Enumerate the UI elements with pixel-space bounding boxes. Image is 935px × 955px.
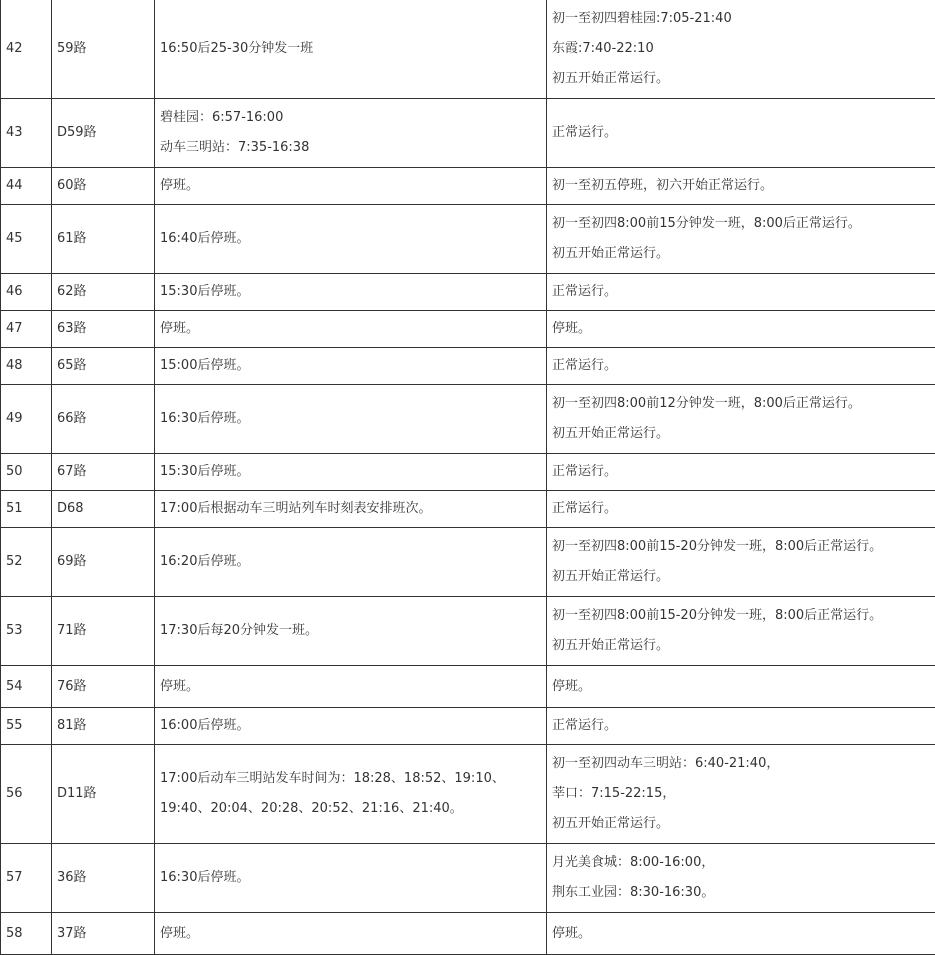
spring-festival-schedule-cell (547, 597, 935, 666)
spring-festival-schedule-cell (547, 385, 935, 454)
spring-festival-schedule-cell (547, 0, 935, 99)
row-number-cell: 50 (1, 454, 52, 491)
row-number-cell: 47 (1, 311, 52, 348)
schedule-line: 动车三明站：7:35-16:38 (160, 133, 546, 163)
spring-festival-schedule-cell (547, 348, 935, 385)
route-name-cell: D59路 (52, 99, 155, 168)
table-row (1, 385, 935, 454)
schedule-line: 正常运行。 (552, 718, 617, 733)
schedule-line: 正常运行。 (552, 125, 617, 140)
schedule-line: 停班。 (552, 321, 591, 336)
spring-festival-schedule-cell (547, 666, 935, 708)
schedule-line: 停班。 (160, 178, 199, 193)
table-row (1, 597, 935, 666)
row-number-cell: 57 (1, 844, 52, 913)
table-row (1, 348, 935, 385)
schedule-line: 初一至初四8:00前15-20分钟发一班，8:00后正常运行。 (552, 601, 935, 631)
row-number-cell: 42 (1, 0, 52, 99)
schedule-line: 碧桂园：6:57-16:00 (160, 103, 546, 133)
schedule-line: 初五开始正常运行。 (552, 419, 935, 449)
new-year-eve-schedule-cell (155, 666, 547, 708)
table-row (1, 844, 935, 913)
new-year-eve-schedule-cell (155, 454, 547, 491)
route-name-cell: 71路 (52, 597, 155, 666)
new-year-eve-schedule-cell (155, 528, 547, 597)
schedule-line: 莘口：7:15-22:15， (552, 779, 935, 809)
table-row (1, 311, 935, 348)
schedule-line: 正常运行。 (552, 284, 617, 299)
spring-festival-schedule-cell (547, 745, 935, 844)
new-year-eve-schedule-cell (155, 311, 547, 348)
new-year-eve-schedule-cell (155, 274, 547, 311)
schedule-line: 15:00后停班。 (160, 358, 249, 373)
schedule-line: 月光美食城：8:00-16:00， (552, 848, 935, 878)
route-name-cell: 76路 (52, 666, 155, 708)
table-row (1, 666, 935, 708)
spring-festival-schedule-cell (547, 528, 935, 597)
new-year-eve-schedule-cell (155, 844, 547, 913)
spring-festival-schedule-cell (547, 708, 935, 745)
table-row (1, 454, 935, 491)
schedule-line: 16:00后停班。 (160, 718, 249, 733)
route-name-cell: 81路 (52, 708, 155, 745)
schedule-line: 16:20后停班。 (160, 554, 249, 569)
schedule-line: 停班。 (160, 926, 199, 941)
schedule-line: 停班。 (552, 679, 591, 694)
route-name-cell: 66路 (52, 385, 155, 454)
spring-festival-schedule-cell (547, 844, 935, 913)
row-number-cell: 53 (1, 597, 52, 666)
schedule-line: 19:40、20:04、20:28、20:52、21:16、21:40。 (160, 794, 546, 824)
new-year-eve-schedule-cell (155, 745, 547, 844)
schedule-line: 16:30后停班。 (160, 411, 249, 426)
route-name-cell: 61路 (52, 205, 155, 274)
table-row (1, 0, 935, 99)
schedule-line: 17:30后每20分钟发一班。 (160, 623, 318, 638)
new-year-eve-schedule-cell (155, 491, 547, 528)
row-number-cell: 44 (1, 168, 52, 205)
spring-festival-schedule-cell (547, 454, 935, 491)
schedule-line: 初五开始正常运行。 (552, 64, 935, 94)
schedule-line: 初一至初四动车三明站：6:40-21:40， (552, 749, 935, 779)
schedule-line: 正常运行。 (552, 501, 617, 516)
schedule-table-body (1, 0, 935, 955)
table-row (1, 205, 935, 274)
schedule-line: 16:40后停班。 (160, 231, 249, 246)
schedule-line: 初五开始正常运行。 (552, 631, 935, 661)
row-number-cell: 43 (1, 99, 52, 168)
spring-festival-schedule-cell (547, 913, 935, 955)
route-name-cell: 60路 (52, 168, 155, 205)
schedule-line: 停班。 (160, 321, 199, 336)
schedule-line: 15:30后停班。 (160, 284, 249, 299)
route-name-cell: 67路 (52, 454, 155, 491)
route-name-cell: 62路 (52, 274, 155, 311)
new-year-eve-schedule-cell (155, 385, 547, 454)
schedule-line: 初一至初五停班，初六开始正常运行。 (552, 178, 773, 193)
row-number-cell: 55 (1, 708, 52, 745)
route-name-cell: D68 (52, 491, 155, 528)
schedule-line: 停班。 (552, 926, 591, 941)
spring-festival-schedule-cell (547, 99, 935, 168)
table-row (1, 99, 935, 168)
table-row (1, 708, 935, 745)
route-name-cell: 69路 (52, 528, 155, 597)
row-number-cell: 52 (1, 528, 52, 597)
new-year-eve-schedule-cell (155, 348, 547, 385)
table-row (1, 528, 935, 597)
schedule-line: 初五开始正常运行。 (552, 239, 935, 269)
row-number-cell: 46 (1, 274, 52, 311)
schedule-line: 16:50后25-30分钟发一班 (160, 41, 313, 56)
new-year-eve-schedule-cell (155, 913, 547, 955)
route-name-cell: 65路 (52, 348, 155, 385)
schedule-line: 17:00后动车三明站发车时间为：18:28、18:52、19:10、 (160, 764, 546, 794)
table-row (1, 913, 935, 955)
new-year-eve-schedule-cell (155, 597, 547, 666)
new-year-eve-schedule-cell (155, 99, 547, 168)
route-name-cell: 59路 (52, 0, 155, 99)
spring-festival-schedule-cell (547, 168, 935, 205)
route-name-cell: 36路 (52, 844, 155, 913)
route-name-cell: 63路 (52, 311, 155, 348)
schedule-line: 停班。 (160, 679, 199, 694)
table-row (1, 745, 935, 844)
new-year-eve-schedule-cell (155, 205, 547, 274)
schedule-line: 17:00后根据动车三明站列车时刻表安排班次。 (160, 501, 431, 516)
schedule-line: 东霞:7:40-22:10 (552, 34, 935, 64)
spring-festival-schedule-cell (547, 205, 935, 274)
row-number-cell: 58 (1, 913, 52, 955)
spring-festival-schedule-cell (547, 491, 935, 528)
table-row (1, 491, 935, 528)
spring-festival-schedule-cell (547, 311, 935, 348)
schedule-line: 初一至初四碧桂园:7:05-21:40 (552, 4, 935, 34)
route-name-cell: D11路 (52, 745, 155, 844)
schedule-line: 初一至初四8:00前15分钟发一班，8:00后正常运行。 (552, 209, 935, 239)
schedule-line: 初五开始正常运行。 (552, 562, 935, 592)
schedule-line: 荆东工业园：8:30-16:30。 (552, 878, 935, 908)
schedule-line: 初五开始正常运行。 (552, 809, 935, 839)
new-year-eve-schedule-cell (155, 708, 547, 745)
new-year-eve-schedule-cell (155, 0, 547, 99)
row-number-cell: 56 (1, 745, 52, 844)
schedule-line: 正常运行。 (552, 358, 617, 373)
schedule-line: 正常运行。 (552, 464, 617, 479)
row-number-cell: 45 (1, 205, 52, 274)
row-number-cell: 51 (1, 491, 52, 528)
new-year-eve-schedule-cell (155, 168, 547, 205)
table-row (1, 274, 935, 311)
spring-festival-schedule-cell (547, 274, 935, 311)
table-row (1, 168, 935, 205)
row-number-cell: 54 (1, 666, 52, 708)
schedule-line: 初一至初四8:00前15-20分钟发一班，8:00后正常运行。 (552, 532, 935, 562)
row-number-cell: 48 (1, 348, 52, 385)
schedule-line: 16:30后停班。 (160, 870, 249, 885)
schedule-line: 初一至初四8:00前12分钟发一班，8:00后正常运行。 (552, 389, 935, 419)
route-name-cell: 37路 (52, 913, 155, 955)
schedule-line: 15:30后停班。 (160, 464, 249, 479)
row-number-cell: 49 (1, 385, 52, 454)
